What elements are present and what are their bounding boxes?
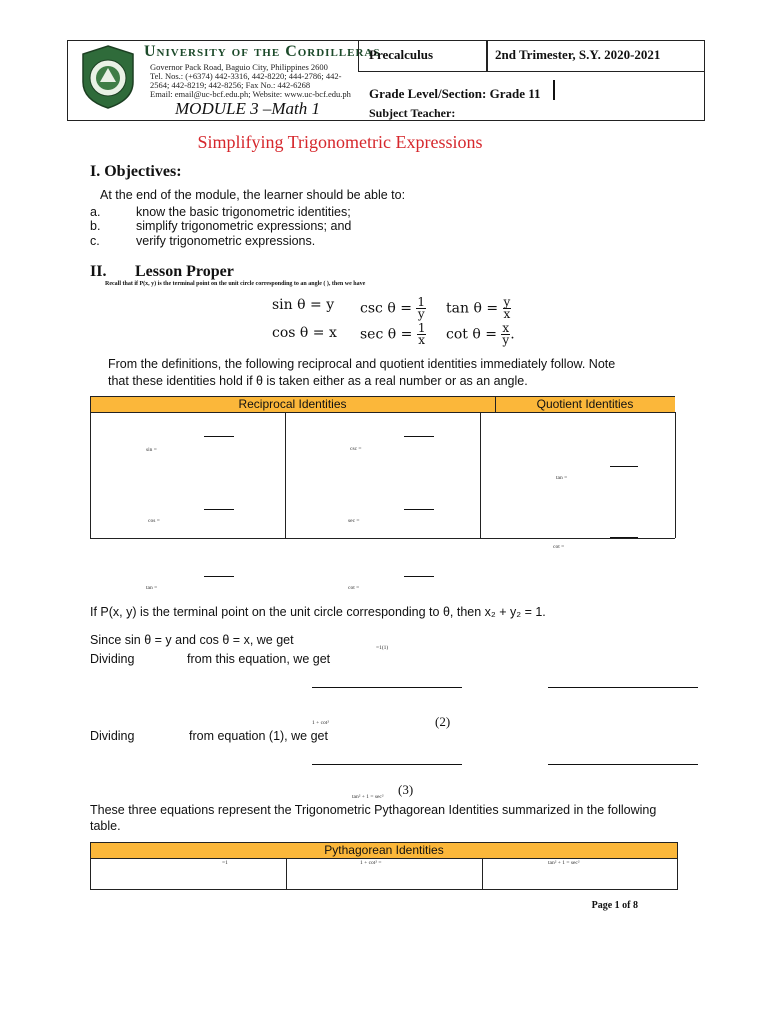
pythagorean-paragraph-line-1: These three equations represent the Trigonometric Pythagorean Identities summarized in the following (90, 803, 657, 817)
school-term: 2nd Trimester, S.Y. 2020-2021 (495, 47, 661, 62)
objective-a: know the basic trigonometric identities; (136, 205, 351, 219)
grade-level: Grade Level/Section: Grade 11 (369, 86, 541, 101)
csc-fraction (416, 297, 426, 320)
address-line-3: 2564; 442-8219; 442-8256; Fax No.: 442-6268 (150, 80, 311, 90)
equation-2-number: (2) (435, 714, 451, 729)
equation-3-number: (3) (398, 782, 414, 797)
table2-top-rule (90, 842, 678, 843)
dividing-text-1: from this equation, we get (187, 652, 331, 666)
objective-b: simplify trigonometric expressions; and (136, 219, 352, 233)
university-name: University of the Cordilleras (144, 43, 381, 60)
tan-numerator: y (503, 295, 511, 309)
recall-text: Recall that if P(x, y) is the terminal point on the unit circle corresponding to an angle ( ), then we have (105, 281, 366, 287)
sec-denominator: x (418, 333, 426, 347)
table1-top-rule (90, 396, 675, 397)
tbl-sec: sec = (348, 518, 360, 524)
page-title: Simplifying Trigonometric Expressions (197, 132, 483, 152)
table1-header-divider (495, 396, 496, 412)
address-line-4: Email: email@uc-bcf.edu.ph; Website: www.uc-bcf.edu.ph (150, 89, 351, 99)
table2-right-rule (677, 842, 678, 889)
cot-numerator: x (502, 321, 510, 335)
csc-numerator: 1 (417, 295, 426, 309)
dividing-label-1: Dividing (90, 652, 135, 666)
table2-col-rule-2 (482, 858, 483, 889)
equation-3: tan² + 1 = sec² (352, 794, 384, 800)
quotient-identities-header: Quotient Identities (495, 396, 675, 412)
address-line-1: Governor Pack Road, Baguio City, Philippines 2600 (150, 62, 328, 72)
sec-numerator: 1 (417, 321, 426, 335)
sec-left: sec θ = (360, 326, 413, 343)
identities-paragraph-line-1: From the definitions, the following reciprocal and quotient identities immediately follow. Note (108, 357, 616, 371)
tbl-cot-fraction-bar (610, 537, 638, 538)
cot-denominator: y (502, 333, 510, 347)
equation-1: =1(1) (376, 645, 389, 651)
cot-definition: cot θ = $\frac{x}{y}$ . (446, 321, 515, 347)
lesson-heading-number: II. (90, 263, 107, 280)
text-cursor (553, 80, 555, 100)
tbl-cot: cot = (553, 544, 565, 550)
objective-c: verify trigonometric expressions. (136, 234, 316, 248)
pythagorean-identity-3: tan² + 1 = sec² (548, 860, 580, 866)
eq2-fraction-bar-1 (312, 687, 462, 688)
table1-right-rule (675, 412, 676, 538)
tbl-csc: csc = (350, 446, 362, 452)
tbl-tan2: tan = (146, 585, 158, 591)
table1-col-rule-2 (480, 412, 481, 538)
table2-col-rule-1 (286, 858, 287, 889)
objective-a-marker: a. (90, 205, 101, 219)
pythagorean-paragraph-line-2: table. (90, 819, 121, 833)
objective-b-marker: b. (90, 219, 101, 233)
csc-definition (360, 297, 426, 320)
module-title: MODULE 3 –Math 1 (175, 99, 320, 118)
identities-paragraph-line-2: that these identities hold if θ is taken either as a real number or as an angle. (108, 374, 528, 388)
sin-definition: sin θ = y (272, 297, 335, 313)
eq3-fraction-bar-1 (312, 764, 462, 765)
address-line-2: Tel. Nos.: (+6374) 442-3316, 442-8220; 444-2786; 442- (150, 71, 342, 81)
tan-definition (446, 297, 511, 320)
table1-col-rule-1 (285, 412, 286, 538)
csc-denominator: y (417, 307, 425, 321)
tbl-sin-fraction-bar (204, 436, 234, 437)
tbl-tan: tan = (556, 475, 568, 481)
table2-head-rule (90, 858, 678, 859)
eq2-fraction-bar-2 (548, 687, 698, 688)
university-seal-icon (78, 44, 138, 110)
sec-fraction (417, 323, 427, 346)
tbl-tan2-fraction-bar (204, 576, 234, 577)
pythagorean-identities-header: Pythagorean Identities (90, 842, 678, 858)
cos-definition: cos θ = x (272, 325, 337, 341)
sec-definition (360, 323, 426, 346)
pythagorean-identity-1: =1 (222, 860, 228, 866)
equation-2: 1 + cot² (312, 720, 329, 726)
tbl-cot2-fraction-bar (404, 576, 434, 577)
csc-left: csc θ = (360, 300, 412, 317)
table1-bottom-rule (90, 538, 675, 539)
objectives-heading: I. Objectives: (90, 163, 182, 180)
tan-fraction (503, 297, 512, 320)
tbl-cos-fraction-bar (204, 509, 234, 510)
cot-left: cot θ = (446, 326, 497, 343)
dividing-label-2: Dividing (90, 729, 135, 743)
objective-c-marker: c. (90, 234, 100, 248)
tbl-sin: sin = (146, 447, 157, 453)
subject-name: Precalculus (369, 47, 434, 62)
dividing-text-2: from equation (1), we get (189, 729, 328, 743)
page-number: Page 1 of 8 (591, 900, 638, 911)
table2-left-rule (90, 842, 91, 889)
tan-denominator: x (503, 307, 511, 321)
unit-circle-paragraph: If P(x, y) is the terminal point on the unit circle corresponding to θ, then x₂ + y₂ = 1. (90, 605, 546, 619)
tan-left: tan θ = (446, 300, 499, 317)
pythagorean-identity-2: 1 + cot² = (360, 860, 382, 866)
tbl-cos: cos = (148, 518, 160, 524)
cot-fraction (501, 323, 510, 346)
reciprocal-identities-header: Reciprocal Identities (90, 396, 495, 412)
table1-left-rule (90, 396, 91, 538)
tbl-sec-fraction-bar (404, 509, 434, 510)
tbl-tan-fraction-bar (610, 466, 638, 467)
table1-head-rule (90, 412, 675, 413)
subject-teacher: Subject Teacher: (369, 106, 456, 120)
table2-bottom-rule (90, 889, 678, 890)
objectives-intro: At the end of the module, the learner should be able to: (100, 188, 406, 202)
lesson-heading: Lesson Proper (135, 263, 234, 280)
tbl-csc-fraction-bar (404, 436, 434, 437)
tbl-cot2: cot = (348, 585, 360, 591)
eq3-fraction-bar-2 (548, 764, 698, 765)
since-paragraph: Since sin θ = y and cos θ = x, we get (90, 633, 294, 647)
